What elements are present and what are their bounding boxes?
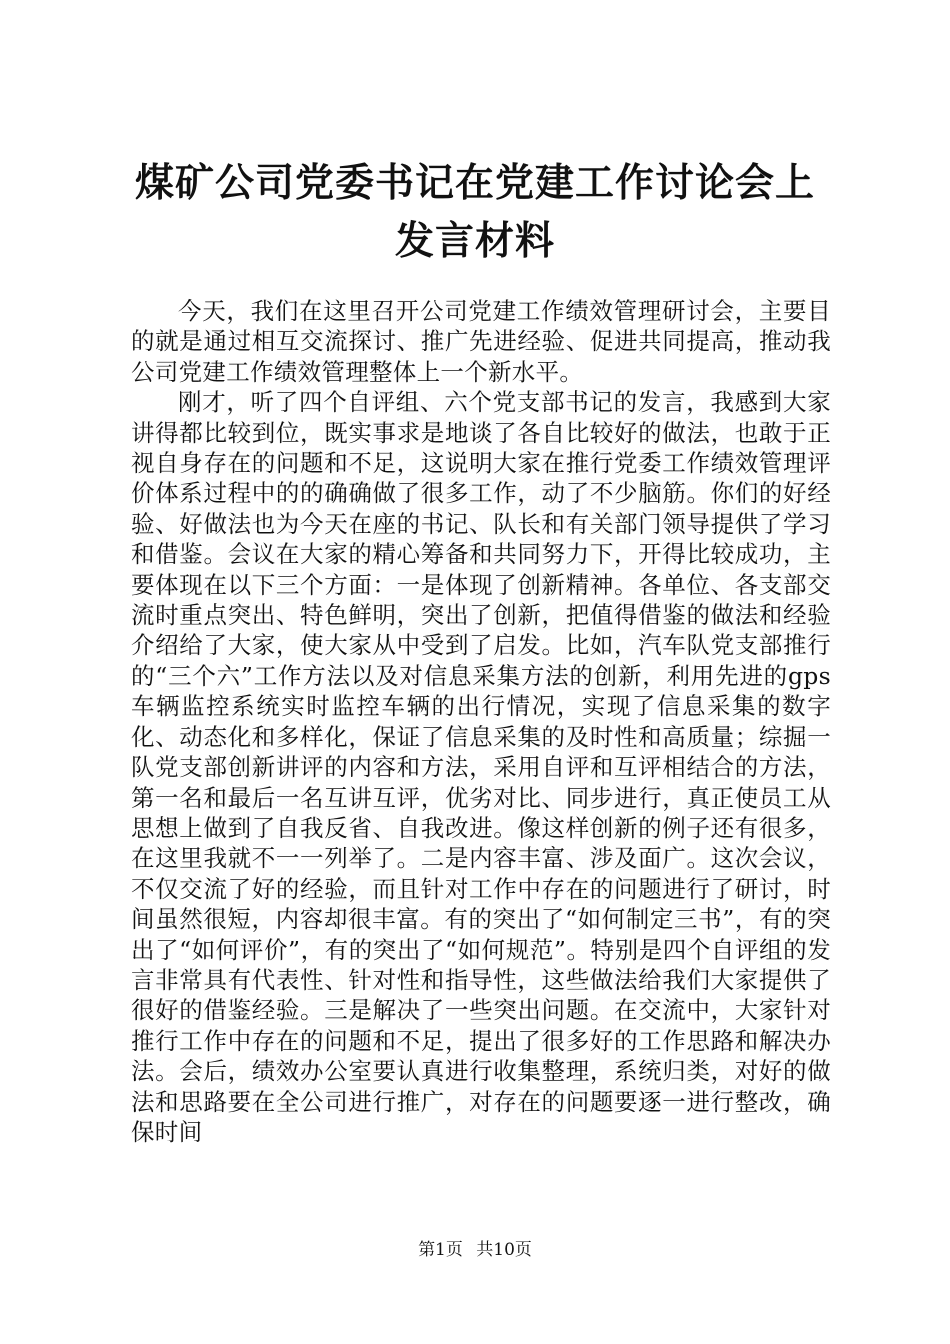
page-number: 第1页 bbox=[418, 1240, 463, 1260]
page-total: 共10页 bbox=[476, 1240, 532, 1260]
paragraph-1: 今天，我们在这里召开公司党建工作绩效管理研讨会，主要目的就是通过相互交流探讨、推广先进经验、促进共同提高，推动我公司党建工作绩效管理整体上一个新水平。 bbox=[131, 297, 831, 386]
document-title: 煤矿公司党委书记在党建工作讨论会上发言材料 bbox=[134, 160, 815, 264]
document-body bbox=[131, 296, 831, 1147]
paragraph-2: 刚才，听了四个自评组、六个党支部书记的发言，我感到大家讲得都比较到位，既实事求是地谈了各自比较好的做法，也敢于正视自身存在的问题和不足，这说明大家在推行党委工作绩效管理评价体系过程中的的确确做了很多工作，动了不少脑筋。你们的好经验、好做法也为今天在座的书记、队长和有关部门领导提供了学习和借鉴。会议在大家的精心筹备和共同努力下，开得比较成功，主要体现在以下三个方面：一是体现了创新精神。各单位、各支部交流时重点突出、特色鲜明，突出了创新，把值得借鉴的做法和经验介绍给了大家，使大家从中受到了启发。比如，汽车队党支部推行的“三个六”工作方法以及对信息采集方法的创新，利用先进的gps车辆监控系统实时监控车辆的出行情况，实现了信息采集的数字化、动态化和多样化，保证了信息采集的及时性和高质量；综掘一队党支部创新讲评的内容和方法，采用自评和互评相结合的方法，第一名和最后一名互讲互评，优劣对比、同步进行，真正使员工从思想上做到了自我反省、自我改进。像这样创新的例子还有很多，在这里我就不一一列举了。二是内容丰富、涉及面广。这次会议，不仅交流了好的经验，而且针对工作中存在的问题进行了研讨，时间虽然很短，内容却很丰富。有的突出了“如何制定三书”，有的突出了“如何评价”，有的突出了“如何规范”。特别是四个自评组的发言非常具有代表性、针对性和指导性，这些做法给我们大家提供了很好的借鉴经验。三是解决了一些突出问题。在交流中，大家针对推行工作中存在的问题和不足，提出了很多好的工作思路和解决办法。会后，绩效办公室要认真进行收集整理，系统归类，对好的做法和思路要在全公司进行推广，对存在的问题要逐一进行整改，确保时间 bbox=[131, 388, 831, 1146]
page-footer bbox=[0, 1238, 950, 1262]
